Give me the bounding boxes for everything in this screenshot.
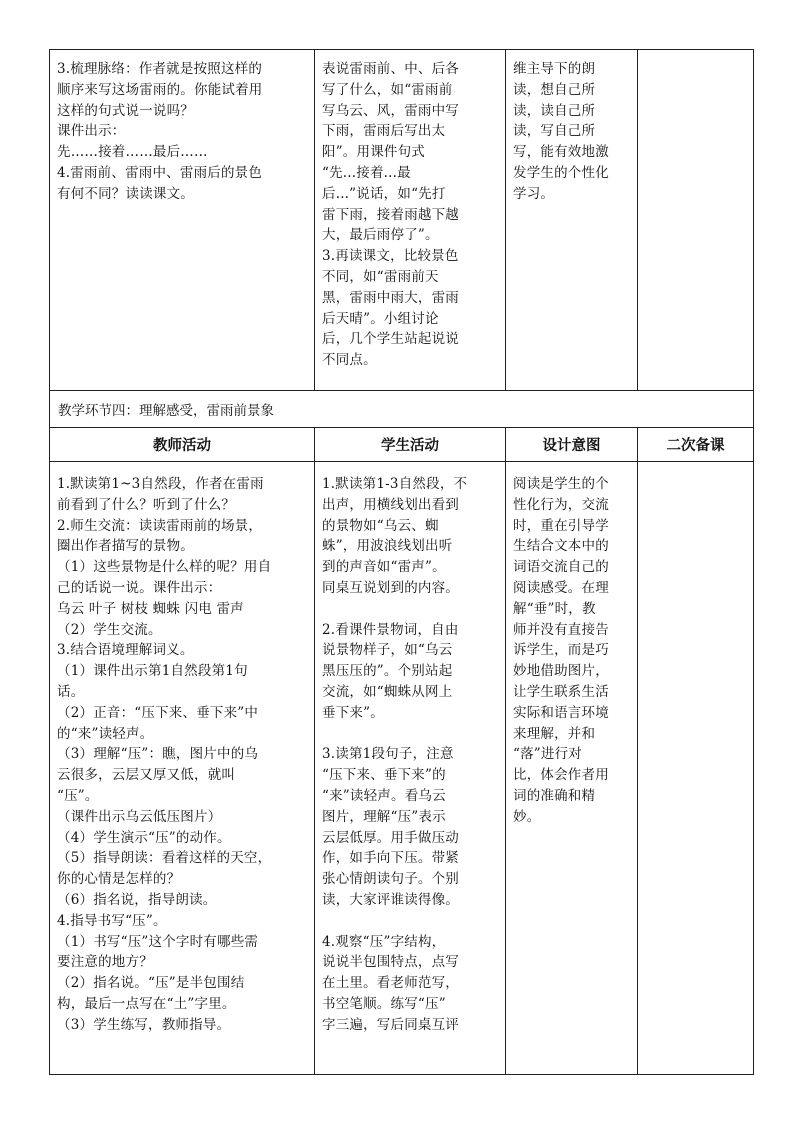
second-prep-cell xyxy=(638,462,754,1075)
header-design-intent: 设计意图 xyxy=(506,428,638,462)
second-prep-text xyxy=(638,462,753,480)
teacher-activity-cell xyxy=(50,50,315,391)
header-student-activity: 学生活动 xyxy=(315,428,506,462)
teacher-activity-text: 3.梳理脉络：作者就是按照这样的 顺序来写这场雷雨的。你能试着用 这样的句式说一说吗？ 课件出示： 先……接着……最后…… 4.雷雨前、雷雨中、雷雨后的景色 有何不同？读读课文。 xyxy=(57,61,263,202)
student-activity-text: 表说雷雨前、中、后各 写了什么，如“雷雨前 写乌云、风，雷雨中写 下雨，雷雨后写出太 阳”。用课件句式 “先...接着...最 后...”说话，如“先打 雷下雨，接着雨越下越 大，最后雨停了”。 3.再读课文，比较景色 不同，如“雷雨前天 黑，雷雨中雨大，雷雨 后天晴”。小组讨论 后，几个学生站起说说 不同点。 xyxy=(322,61,459,369)
header-second-prep: 二次备课 xyxy=(638,428,754,462)
table-row xyxy=(50,462,754,1075)
design-intent-text: 阅读是学生的个 性化行为，交流 时，重在引导学 生结合文本中的 词语交流自己的 阅读感受。在理 解“垂”时，教 师并没有直接告 诉学生，而是巧 妙地借助图片， 让学生联系生活 实际和语言环境 来理解，并和 “落”进行对 比，体会作者用 词的准确和精 妙。 xyxy=(513,476,609,825)
student-activity-cell xyxy=(315,462,506,1075)
table-row xyxy=(50,50,754,391)
lesson-plan-table xyxy=(49,49,754,1075)
teacher-activity-cell xyxy=(50,462,315,1075)
section-title: 教学环节四：理解感受，雷雨前景象 xyxy=(50,391,754,428)
student-activity-cell xyxy=(315,50,506,391)
section-row xyxy=(50,391,754,428)
student-activity-text: 1.默读第1-3自然段，不 出声，用横线划出看到 的景物如“乌云、蜘 蛛”，用波浪线划出听 到的声音如“雷声”。 同桌互说划到的内容。 2.看课件景物词，自由 说景物样子，如“乌云 黑压压的”。个别站起 交流，如“蜘蛛从网上 垂下来”。 3.读第1段句子，注意 “压下来、垂下来”的 “来”读轻声。看乌云 图片，理解“压”表示 云层低厚。用手做压动 作，如手向下压。带紧 张心情朗读句子。个别 读，大家评谁读得像。 4.观察“压”字结构， 说说半包围特点，点写 在土里。看老师范写， 书空笔顺。练写“压” 字三遍，写后同桌互评 xyxy=(322,476,468,1033)
second-prep-cell xyxy=(638,50,754,391)
header-row xyxy=(50,428,754,462)
design-intent-text: 维主导下的朗 读，想自己所 读，读自己所 读，写自己所 写，能有效地激 发学生的个性化 学习。 xyxy=(513,61,609,202)
header-teacher-activity: 教师活动 xyxy=(50,428,315,462)
second-prep-text xyxy=(638,50,753,65)
design-intent-cell xyxy=(506,462,638,1075)
design-intent-cell xyxy=(506,50,638,391)
teacher-activity-text: 1.默读第1~3自然段，作者在雷雨 前看到了什么？听到了什么？ 2.师生交流：读读雷雨前的场景， 圈出作者描写的景物。 （1）这些景物是什么样的呢？用自 己的话说一说。课件出示： 乌云 叶子 树枝 蜘蛛 闪电 雷声 （2）学生交流。 3.结合语境理解词义。 （1）课件出示第1自然段第1句 话。 （2）正音：“压下来、垂下来”中 的“来”读轻声。 （3）理解“压”：瞧，图片中的乌 云很多，云层又厚又低，就叫 “压”。 （课件出示乌云低压图片） （4）学生演示“压”的动作。 （5）指导朗读：看着这样的天空， 你的心情是怎样的？ （6）指名说，指导朗读。 4.指导书写“压”。 （1）书写“压”这个字时有哪些需 要注意的地方？ （2）指名说。“压”是半包围结 构，最后一点写在“土”字里。 （3）学生练写，教师指导。 xyxy=(57,476,272,1033)
